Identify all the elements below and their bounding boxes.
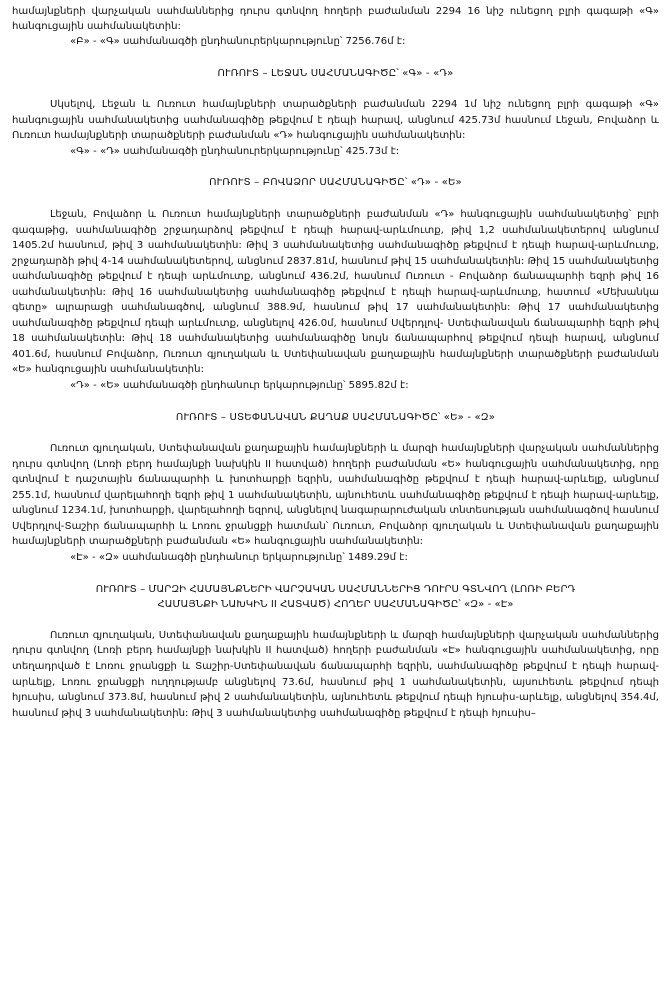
spacer (12, 566, 659, 582)
spacer (12, 612, 659, 628)
paragraph-marz: Ուռուտ գյուղական, Ստեփանավան քաղաքային համայնքների և մարզի համայնքների վարչական սահմաններից դուրս գտնվող (Լոռի բերդ համայնքի նախկին II հատված) հողերի բաժանման «Է» հանգուցային սահմանակետից, որը տեղադրված է Լոռու ջրանցքի և Տաշիր-Ստեփանավան ճանապարհի եզրին, սահմանագիծը թեքվում է դեպի հարավ-արևելք, Լոռու ջրանցքի ուղղությամբ անցնելով 73.6մ, հասնում թիվ 1 սահմանակետին, այսուհետև թեքվում դեպի հյուսիս, անցնում 373.8մ, հասնում թիվ 2 սահմանակետին, այնուհետև թեքվում դեպի հյուսիս-արևելք, անցնելով 354.4մ, հասնում թիվ 3 սահմանակետին: Թիվ 3 սահմանակետից սահմանագիծը թեքվում է դեպի հյուսիս– (12, 629, 659, 719)
spacer (12, 394, 659, 410)
spacer (12, 425, 659, 441)
spacer (12, 81, 659, 97)
paragraph-urrut-bovadzor: Լեջան, Բովաձոր և Ուռուտ համայնքների տարածքների բաժանման «Դ» հանգուցային սահմանակետից՝ բլրի գագաթից, սահմանագիծը շրջադարձով թեքվում է դեպի հարավ-արևմուտք, թիվ 1,2 սահմանակետերով անցնում 1405.2մ հասնում, թիվ 3 սահմանակետին: Թիվ 3 սահմանակետից սահմանագիծը թեքվում է դեպի հարավ-արևմուտք, շրջադարձի թիվ 4-14 սահմանակետերով, անցնում 2837.81մ, հասնում թիվ 15 սահմանակետին: Թիվ 15 սահմանակետից սահմանագիծը թեքվում է դեպի արևմուտք, անցնում 436.2մ, հասնում Ուռուտ - Բովաձոր ճանապարհի եզրի թիվ 16 սահմանակետին: Թիվ 16 սահմանակետից սահմանագիծը թեքվում է դեպի հարավ-արևմուտք, հատում «Մեխանկա գետը» ալրարացի սահմանագծով, անցնում 388.9մ, հասնում թիվ 17 սահմանակետին: Թիվ 17 սահմանակետից սահմանագիծը թեքվում դեպի արևմուտք, անցնելով 426.0մ, հասնում Սվերդլով- Ստեփանավան ճանապարհի եզրի թիվ 18 սահմանակետին: Թիվ 18 սահմանակետից սահմանագիծը նույն ճանապարհով թեքվում դեպի հարավ, անցնում 401.6մ, հասնում Բովաձոր, Ուռուտ գյուղական և Ստեփանավան քաղաքային համայնքների տարածքների բաժանման «Ե» հանգուցային սահմանակետին: (12, 209, 659, 376)
heading-urrut-lejan: ՈՒՌՈՒՏ – ԼԵՋԱՆ ՍԱՀՄԱՆԱԳԻԾԸ՝ «Գ» - «Դ» (217, 67, 454, 79)
paragraph-intro-continued: համայնքների վարչական սահմաններից դուրս գտնվող հողերի բաժանման 2294 16 նիշ ունեցող բլրի գագաթի «Գ» հանգուցային սահմանակետին: (12, 6, 659, 33)
heading-marz-line-1: ՈՒՌՈՒՏ – ՄԱՐԶԻ ՀԱՄԱՅՆՔՆԵՐԻ ՎԱՐՉԱԿԱՆ ՍԱՀՄԱՆՆԵՐԻՑ ԴՈՒՐՍ ԳՏՆՎՈՂ (ԼՈՌԻ ԲԵՐԴ (95, 583, 576, 595)
boundary-length-d-e: «Դ» - «Ե» սահմանագծի ընդհանուր երկարությունը՝ 5895.82մ է: (70, 380, 409, 392)
paragraph-urrut-stepanavan: Ուռուտ գյուղական, Ստեփանավան քաղաքային համայնքների և մարզի համայնքների վարչական սահմաններից դուրս գտնվող (Լոռի բերդ համայնքի նախկին II հատված) հողերի բաժանման «Ե» հանգուցային սահմանակետից, որը գտնվում է դաշտային ճանապարհի և խոտհարքի եզրին, սահմանագիծը թեքվում է դեպի հարավ-արևելք, անցնում 255.1մ, հասնում վարելահողի եզրի թիվ 1 սահմանակետին, այնուհետև սահմանագիծը թեքվում է դեպի հարավ-արևելք, անցնում 1234.1մ, խոտհարքի, վարելահողի եզրով, անցնելով նագարարուժական տնտեսության սահմանագծով հասնում Սվերդլով-Տաշիր ճանապարհի և Լոռու ջրանցքի հատման՝ Ուռուտ, Բովաձոր գյուղական և Ստեփանավան քաղաքային համայնքների տարածքների բաժանման «Ե» հանգուցային սահմանակետին: (12, 443, 659, 548)
boundary-length-e-z: «Է» - «Զ» սահմանագծի ընդհանուր երկարությունը՝ 1489.29մ է: (70, 551, 408, 563)
document-body (12, 4, 659, 721)
heading-urrut-bovadzor: ՈՒՌՈՒՏ – ԲՈՎԱՁՈՐ ՍԱՀՄԱՆԱԳԻԾԸ՝ «Դ» - «Ե» (209, 177, 462, 189)
spacer (12, 50, 659, 66)
paragraph-urrut-lejan: Սկսելով, Լեջան և Ուռուտ համայնքների տարածքների բաժանման 2294 1մ նիշ ունեցող բլրի գագաթի «Գ» հանգուցային սահմանակետից սահմանագիծը թեքվում է դեպի հարավ, անցնում 425.73մ հասնում Լեջան, Բովաձոր և Ուռուտ համայնքների տարածքների բաժանման «Դ» հանգուցային սահմանակետին: (12, 99, 659, 142)
boundary-length-b-g: «Բ» - «Գ» սահմանագծի ընդհանուրերկարությունը՝ 7256.76մ է: (70, 36, 406, 48)
boundary-length-g-d: «Գ» - «Դ» սահմանագծի ընդհանուրերկարությունը՝ 425.73մ է: (70, 145, 400, 157)
heading-marz-line-2: ՀԱՄԱՅՆՔԻ ՆԱԽԿԻՆ II ՀԱՏՎԱԾ) ՀՈՂԵՐ ՍԱՀՄԱՆԱԳԻԾԸ՝ «Զ» - «Է» (157, 598, 514, 610)
heading-urrut-stepanavan: ՈՒՌՈՒՏ – ՍՏԵՓԱՆԱՎԱՆ ՔԱՂԱՔ ՍԱՀՄԱՆԱԳԻԾԸ՝ «Ե» - «Զ» (175, 411, 496, 423)
spacer (12, 191, 659, 207)
spacer (12, 159, 659, 175)
